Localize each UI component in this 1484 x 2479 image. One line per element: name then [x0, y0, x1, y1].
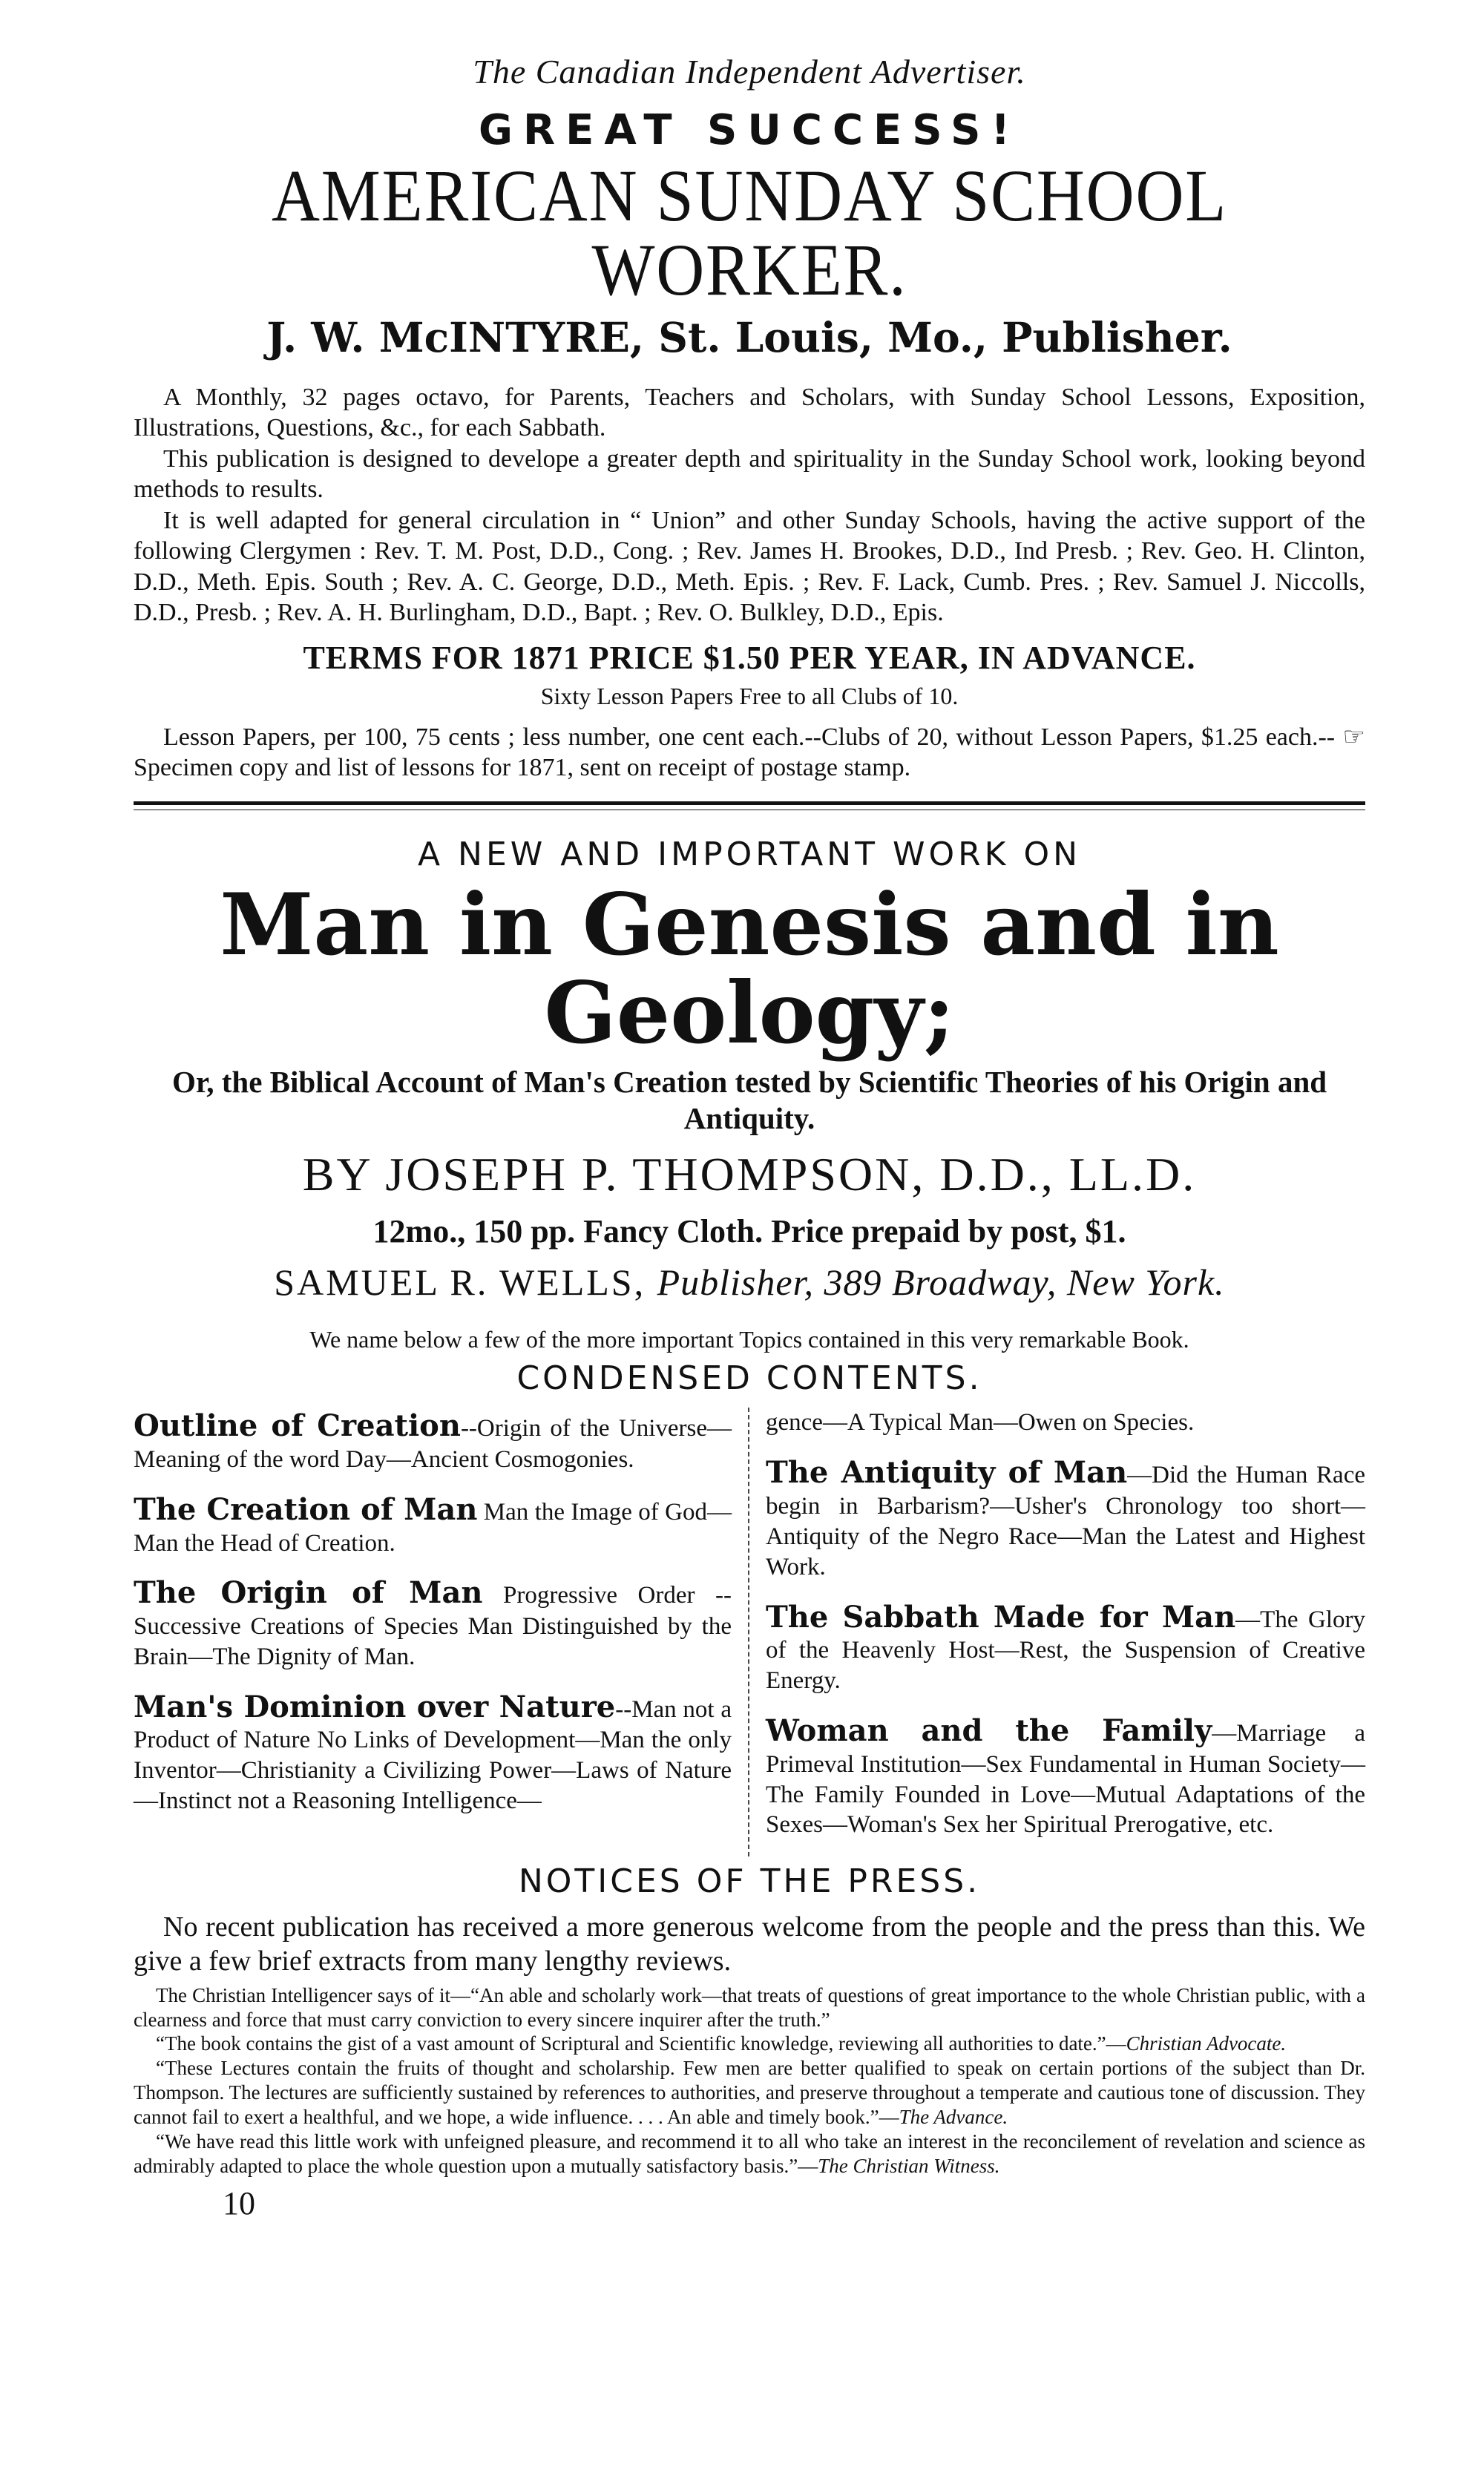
topic-item	[766, 1713, 1365, 1840]
notices-heading: NOTICES OF THE PRESS.	[518, 1862, 981, 1901]
topic-text: —Marriage a Primeval Institution—Sex Fundamental in Human Society—The Family Founded in Love—Mutual Adaptations of the Sexes—Woman's Sex her Spiritual Prerogative, etc.	[766, 1720, 1365, 1839]
book-subtitle: Or, the Biblical Account of Man's Creation tested by Scientific Theories of his Origin and Antiquity.	[171, 1065, 1327, 1136]
contents-heading: CONDENSED CONTENTS.	[516, 1359, 982, 1398]
quote-text: “We have read this little work with unfeigned pleasure, and recommend it to all who take an interest in the reconcilement of revelation and science as admirably adapted to place the whole question upon a mutually satisfactory basis.”—	[134, 2130, 1365, 2178]
quote-source: Christian Advocate.	[1126, 2032, 1287, 2055]
topic-text: --Man not a Product of Nature No Links of Development—Man the only Inventor—Christianity a Civilizing Power—Laws of Nature—Instinct not a Reasoning Intelligence—	[134, 1695, 732, 1815]
topic-heading: The Antiquity of Man	[766, 1455, 1128, 1491]
topic-item	[134, 1575, 732, 1672]
ad-title: AMERICAN SUNDAY SCHOOL WORKER.	[271, 154, 1228, 311]
publisher-name: SAMUEL R. WELLS,	[274, 1261, 646, 1304]
ad-description: A Monthly, 32 pages octavo, for Parents, Teachers and Scholars, with Sunday School Lessons, Exposition, Illustrations, Questions, &c., for each Sabbath.	[134, 384, 1365, 442]
press-quote	[134, 1983, 1365, 2032]
topic-heading: Man's Dominion over Nature	[134, 1689, 616, 1724]
running-head: The Canadian Independent Advertiser.	[473, 53, 1026, 91]
ad-headline: GREAT SUCCESS!	[479, 106, 1020, 154]
topic-item	[766, 1408, 1365, 1438]
man-in-genesis-ad	[134, 835, 1365, 2178]
topic-text: —Did the Human Race begin in Barbarism?—Usher's Chronology too short—Antiquity of the Negro Race—Man the Latest and Highest Work.	[766, 1462, 1365, 1580]
divider-thick	[134, 801, 1365, 805]
contents-right-column	[749, 1408, 1365, 1856]
book-kicker: A NEW AND IMPORTANT WORK ON	[417, 835, 1082, 873]
ad-endorsements: It is well adapted for general circulation in “ Union” and other Sunday Schools, having the active support of the following Clergymen : Rev. T. M. Post, D.D., Cong. ; Rev. James H. Brookes, D.D., Ind Presb. ; Rev. Geo. H. Clinton, D.D., Meth. Epis. South ; Rev. A. C. George, D.D., Meth. Epis. ; Rev. F. Lack, Cumb. Pres. ; Rev. Samuel J. Niccolls, D.D., Presb. ; Rev. A. H. Burlingham, D.D., Bapt. ; Rev. O. Bulkley, D.D., Epis.	[134, 506, 1365, 627]
ad-purpose: This publication is designed to develope a greater depth and spirituality in the Sunday School work, looking beyond methods to results.	[134, 444, 1365, 504]
page-number: 10	[223, 2185, 255, 2222]
notices-lead: No recent publication has received a more generous welcome from the people and the press than this. We give a few brief extracts from many lengthy reviews.	[134, 1911, 1365, 1977]
quote-text: “These Lectures contain the fruits of thought and scholarship. Few men are better qualified to speak on certain portions of the subject than Dr. Thompson. The lectures are sufficiently sustained by references to authorities, and preserve throughout a temperate and cautious tone of discussion. They cannot fail to exert a healthful, and we hope, a wide influence. . . . An able and timely book.”—	[134, 2057, 1365, 2129]
publisher-address: Publisher, 389 Broadway, New York.	[657, 1261, 1225, 1304]
ad-pricing: Lesson Papers, per 100, 75 cents ; less number, one cent each.--Clubs of 20, without Lesson Papers, $1.25 each.-- ☞ Specimen copy and list of lessons for 1871, sent on receipt of postage stamp.	[134, 723, 1365, 782]
topic-item	[766, 1599, 1365, 1696]
quote-text: The Christian Intelligencer says of it—“An able and scholarly work—that treats of questions of great importance to the whole Christian public, with a clearness and force that must carry conviction to every sincere inquirer after the truth.”	[134, 1983, 1365, 2031]
book-author: BY JOSEPH P. THOMPSON, D.D., LL.D.	[302, 1148, 1197, 1201]
topic-text: Progressive Order --Successive Creations of Species Man Distinguished by the Brain—The Dignity of Man.	[134, 1582, 732, 1670]
page	[134, 52, 1365, 2222]
topic-item	[134, 1408, 732, 1475]
topic-item	[134, 1689, 732, 1816]
quote-text: “The book contains the gist of a vast amount of Scriptural and Scientific knowledge, reviewing all authorities to date.”—	[156, 2032, 1126, 2055]
ad-terms: TERMS FOR 1871 PRICE $1.50 PER YEAR, IN ADVANCE.	[303, 639, 1196, 676]
topic-heading: The Sabbath Made for Man	[766, 1599, 1236, 1635]
book-title: Man in Genesis and in Geology;	[220, 874, 1279, 1063]
press-quote	[134, 2032, 1365, 2056]
topic-text: gence—A Typical Man—Owen on Species.	[766, 1409, 1195, 1436]
topic-heading: Woman and the Family	[766, 1713, 1212, 1749]
topic-text: —The Glory of the Heavenly Host—Rest, the Suspension of Creative Energy.	[766, 1606, 1365, 1695]
ad-free-offer: Sixty Lesson Papers Free to all Clubs of 10.	[540, 682, 959, 709]
topic-text: Man the Image of God—Man the Head of Creation.	[134, 1498, 732, 1557]
contents-left-column	[134, 1408, 749, 1856]
quote-source: The Advance.	[899, 2106, 1008, 2129]
topic-heading: The Origin of Man	[134, 1575, 483, 1611]
press-quote	[134, 2130, 1365, 2178]
topic-item	[766, 1454, 1365, 1582]
topic-heading: Outline of Creation	[134, 1408, 461, 1444]
topic-heading: The Creation of Man	[134, 1491, 478, 1527]
topic-text: --Origin of the Universe—Meaning of the word Day—Ancient Cosmogonies.	[134, 1415, 732, 1474]
book-publisher	[134, 1261, 1365, 1304]
press-quote	[134, 2056, 1365, 2130]
ad-publisher: J. W. McINTYRE, St. Louis, Mo., Publisher.	[266, 313, 1232, 361]
topic-item	[134, 1491, 732, 1559]
book-price: 12mo., 150 pp. Fancy Cloth. Price prepaid by post, $1.	[372, 1213, 1126, 1250]
quote-source: The Christian Witness.	[818, 2155, 1000, 2178]
sunday-school-worker-ad	[134, 106, 1365, 784]
contents-intro: We name below a few of the more important Topics contained in this very remarkable Book.	[309, 1326, 1189, 1353]
contents-columns	[134, 1408, 1365, 1856]
